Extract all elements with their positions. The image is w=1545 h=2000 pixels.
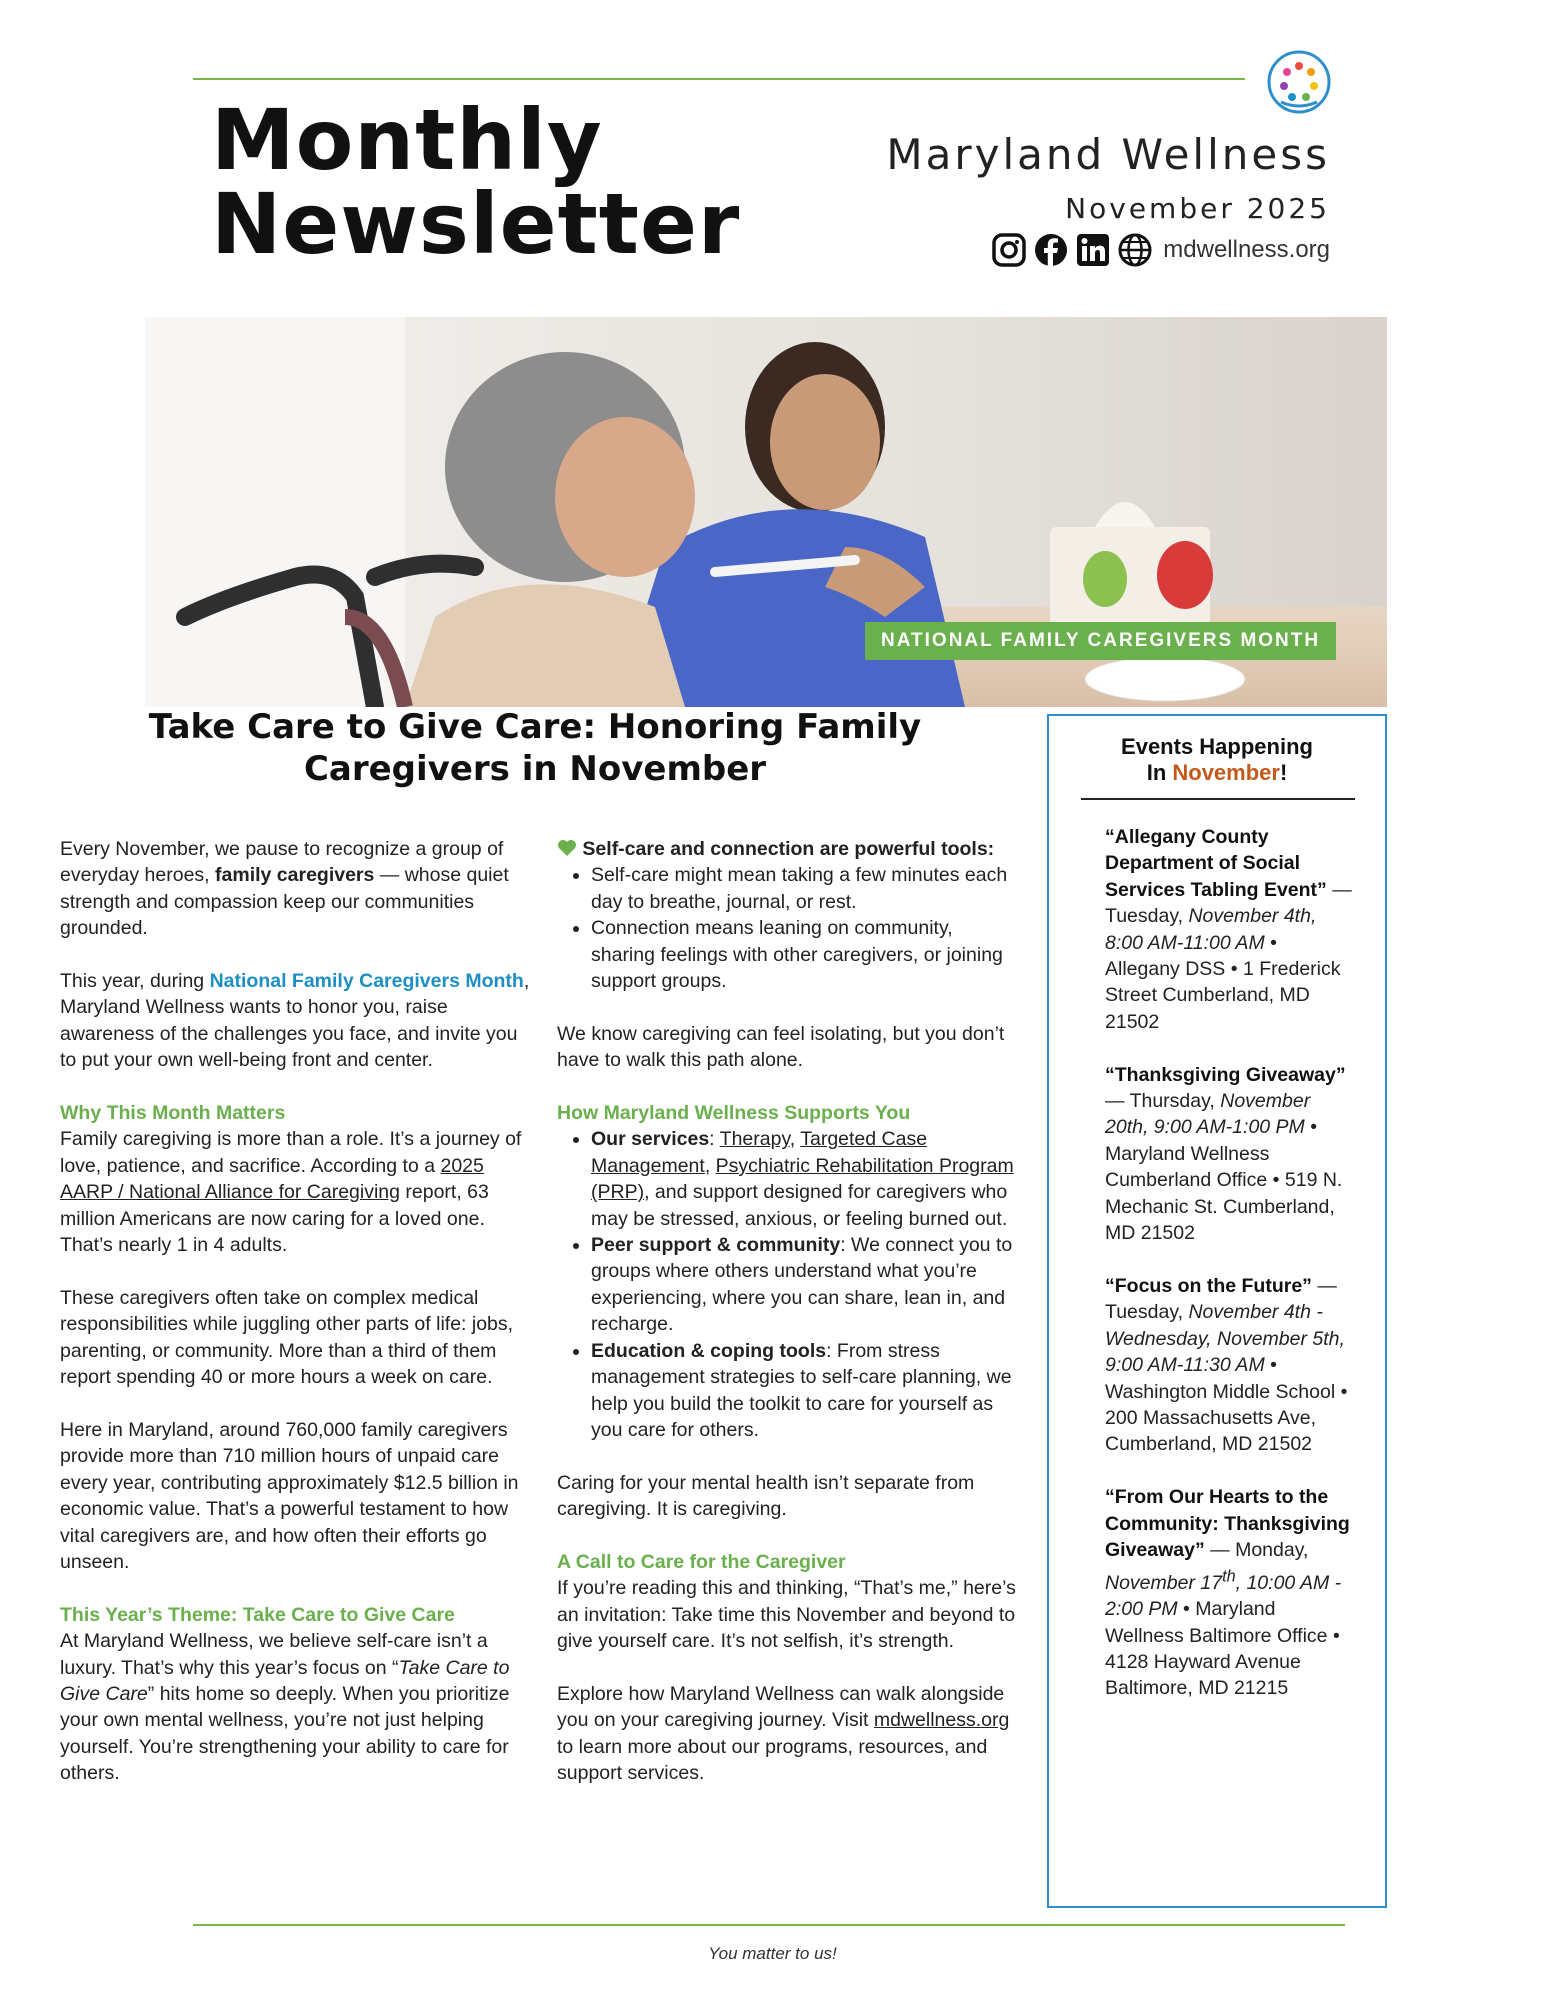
maryland-wellness-logo: [1267, 50, 1331, 114]
social-links: [991, 232, 1330, 268]
list-item: • Peer support & community: We connect you to groups where others understand what you’re experiencing, where you can share, lean in, and recharge.: [591, 1232, 1017, 1338]
event-item: “From Our Hearts to the Community: Thanksgiving Giveaway” — Monday, November 17th, 10:00 AM - 2:00 PM • Maryland Wellness Baltimore Office • 4128 Hayward Avenue Baltimore, MD 21215: [1105, 1486, 1350, 1700]
month-paragraph: This year, during National Family Caregivers Month, Maryland Wellness wants to honor you, raise awareness of the challenges you face, and invite you to put your own well-being front and center.: [60, 970, 530, 1072]
footer-rule: [193, 1924, 1345, 1926]
isolation-paragraph: We know caregiving can feel isolating, but you don’t have to walk this path alone.: [557, 1022, 1005, 1072]
article-column-left: [60, 836, 530, 1813]
theme-heading: This Year’s Theme: Take Care to Give Care: [60, 1603, 455, 1626]
event-item: “Thanksgiving Giveaway” — Thursday, November 20th, 9:00 AM-1:00 PM • Maryland Wellness Cumberland Office • 519 N. Mechanic St. Cumberland, MD 21502: [1105, 1063, 1346, 1245]
responsibilities-paragraph: These caregivers often take on complex medical responsibilities while juggling other parts of life: jobs, parenting, or community. More than a third of them report spending 40 or more hours a week on care.: [60, 1286, 514, 1389]
list-item: • Self-care might mean taking a few minutes each day to breathe, journal, or rest.: [591, 862, 1017, 915]
therapy-link[interactable]: Therapy: [719, 1128, 790, 1151]
caregivers-month-highlight: National Family Caregivers Month: [209, 970, 524, 993]
event-item: “Focus on the Future” — Tuesday, November 4th - Wednesday, November 5th, 9:00 AM-11:30 AM • Washington Middle School • 200 Massachusetts Ave, Cumberland, MD 21502: [1105, 1274, 1348, 1456]
facebook-icon[interactable]: [1033, 232, 1069, 268]
events-list: [1105, 824, 1355, 1728]
events-title: Events Happening In November!: [1121, 734, 1313, 785]
maryland-stats-paragraph: Here in Maryland, around 760,000 family caregivers provide more than 710 million hours of unpaid care every year, contributing approximately $12.5 billion in economic value. That’s a powerful testament to how vital caregivers are, and how often their efforts go unseen.: [60, 1418, 519, 1573]
footer-tagline: You matter to us!: [708, 1944, 837, 1963]
website-link[interactable]: mdwellness.org: [1163, 236, 1330, 263]
instagram-icon[interactable]: [991, 232, 1027, 268]
events-sidebar: [1047, 714, 1387, 1908]
list-item: • Connection means leaning on community, sharing feelings with other caregivers, or joining support groups.: [591, 915, 1017, 994]
selfcare-list: [557, 862, 1017, 994]
why-month-matters-heading: Why This Month Matters: [60, 1102, 286, 1125]
article-column-right: [557, 836, 1017, 1813]
list-item: • Education & coping tools: From stress management strategies to self-care planning, we help you build the toolkit to care for yourself as you care for others.: [591, 1338, 1017, 1444]
mdwellness-link[interactable]: mdwellness.org: [873, 1709, 1010, 1732]
list-item: • Our services: Therapy, Targeted Case Management, Psychiatric Rehabilitation Program (PRP), and support designed for caregivers who may be stressed, anxious, or feeling burned out.: [591, 1126, 1017, 1232]
invitation-paragraph: If you’re reading this and thinking, “That’s me,” here’s an invitation: Take time this November and beyond to give yourself care. It’s not selfish, it’s strength.: [557, 1577, 1016, 1653]
globe-icon[interactable]: [1117, 232, 1153, 268]
green-heart-icon: [557, 839, 577, 857]
title-line-1: Monthly: [211, 91, 603, 189]
linkedin-icon[interactable]: [1075, 232, 1111, 268]
events-divider: [1081, 798, 1355, 800]
intro-paragraph: Every November, we pause to recognize a group of everyday heroes, family caregivers — whose quiet strength and compassion keep our communities grounded.: [60, 838, 509, 940]
aarp-report-link[interactable]: 2025 AARP / National Alliance for Caregiving: [60, 1154, 484, 1204]
aarp-paragraph: Family caregiving is more than a role. It’s a journey of love, patience, and sacrifice. According to a 2025 AARP / National Alliance for Caregiving report, 63 million Americans are now caring for a loved one. That’s nearly 1 in 4 adults.: [60, 1128, 522, 1257]
header-rule: [193, 78, 1245, 80]
supports-list: [557, 1126, 1017, 1443]
event-item: “Allegany County Department of Social Services Tabling Event” — Tuesday, November 4th, 8:00 AM-11:00 AM • Allegany DSS • 1 Frederick Street Cumberland, MD 21502: [1105, 826, 1352, 1033]
newsletter-title: [211, 91, 741, 273]
issue-date: November 2025: [1065, 192, 1330, 225]
org-name: Maryland Wellness: [886, 130, 1330, 179]
supports-heading: How Maryland Wellness Supports You: [557, 1102, 911, 1125]
caregivers-month-banner: NATIONAL FAMILY CAREGIVERS MONTH: [865, 622, 1336, 660]
article-headline: Take Care to Give Care: Honoring Family Caregivers in November: [148, 707, 922, 789]
theme-paragraph: At Maryland Wellness, we believe self-care isn’t a luxury. That’s why this year’s focus on “Take Care to Give Care” hits home so deeply. When you prioritize your own mental wellness, you’re not just helping yourself. You’re strengthening your ability to care for others.: [60, 1630, 510, 1785]
title-line-2: Newsletter: [211, 175, 741, 273]
explore-paragraph: Explore how Maryland Wellness can walk alongside you on your caregiving journey. Visit mdwellness.org to learn more about our programs, resources, and support services.: [557, 1682, 1010, 1785]
prp-link[interactable]: Psychiatric Rehabilitation Program (PRP): [591, 1154, 1014, 1204]
case-management-link[interactable]: Targeted Case Management: [591, 1128, 928, 1177]
mental-health-paragraph: Caring for your mental health isn’t separate from caregiving. It is caregiving.: [557, 1471, 975, 1521]
call-to-care-heading: A Call to Care for the Caregiver: [557, 1550, 846, 1573]
selfcare-heading: Self-care and connection are powerful tools:: [557, 836, 1017, 862]
